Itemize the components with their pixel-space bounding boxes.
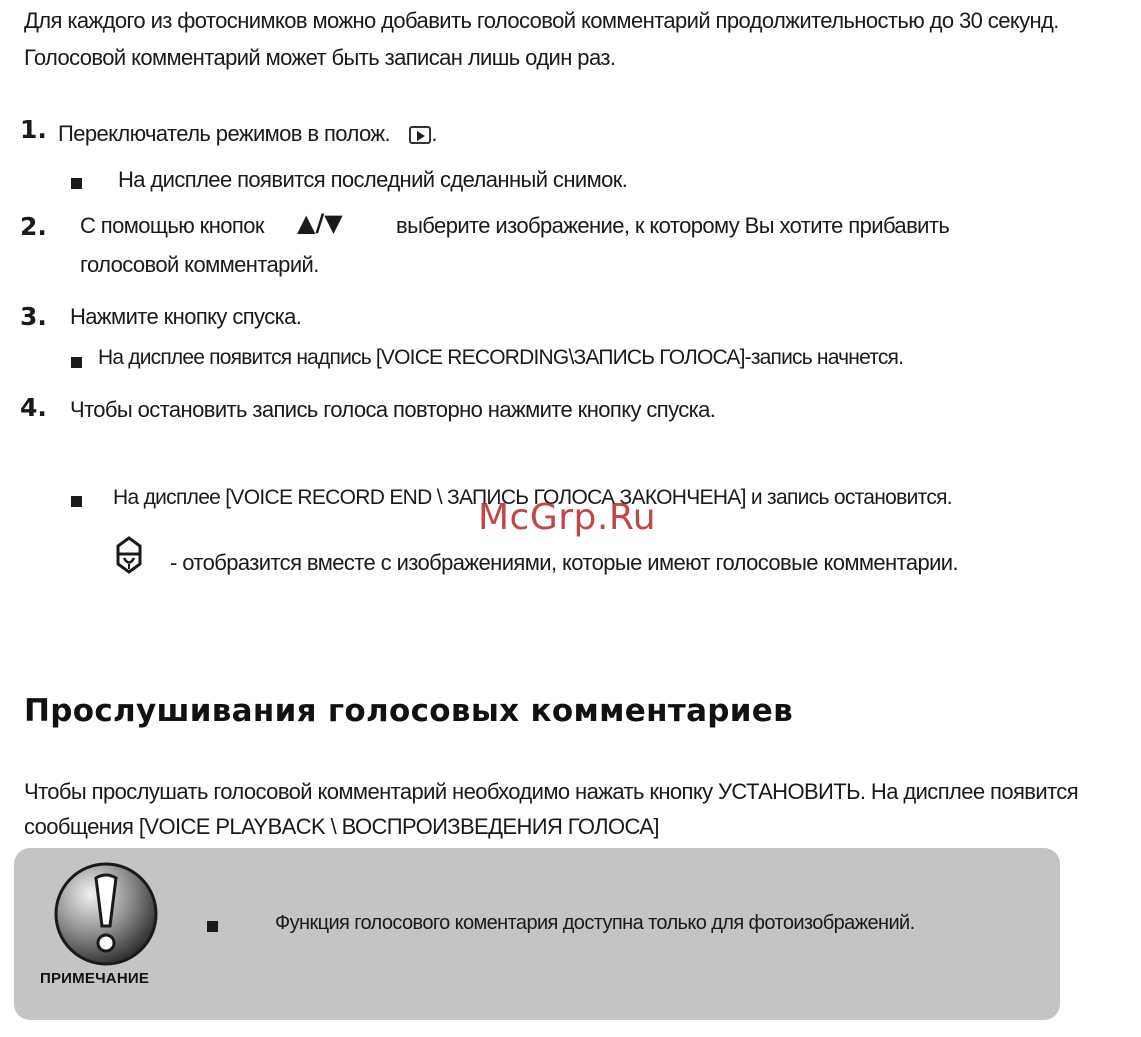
step-1-label: Переключатель режимов в полож.	[58, 121, 390, 146]
exclamation-note-icon	[50, 860, 162, 972]
bullet-square-icon	[207, 921, 218, 932]
up-down-arrows-icon: ▲/▼	[297, 209, 343, 237]
bullet-2-text: На дисплее появится надпись [VOICE RECORDING\ЗАПИСЬ ГОЛОСА]-запись начнется.	[98, 346, 904, 369]
bullet-3-text: На дисплее [VOICE RECORD END \ ЗАПИСЬ ГОЛОСА ЗАКОНЧЕНА] и запись остановится.	[113, 486, 952, 509]
play-mode-icon	[409, 126, 431, 144]
step-2-text-before: С помощью кнопок	[80, 213, 264, 238]
intro-line-1: Для каждого из фотоснимков можно добавить голосовой комментарий продолжительностью до 30 секунд.	[24, 8, 1059, 33]
step-1-period: .	[431, 121, 437, 146]
bullet-square-icon	[71, 178, 82, 189]
step-3-number: 3.	[20, 302, 47, 331]
bullet-square-icon	[71, 357, 82, 368]
step-3-text: Нажмите кнопку спуска.	[70, 304, 302, 329]
step-4-text: Чтобы остановить запись голоса повторно нажмите кнопку спуска.	[70, 397, 716, 422]
bullet-square-icon	[71, 496, 82, 507]
section-paragraph-line-1: Чтобы прослушать голосовой комментарий необходимо нажать кнопку УСТАНОВИТЬ. На дисплее появится	[24, 779, 1079, 804]
voice-memo-icon	[114, 534, 144, 574]
step-4-number: 4.	[20, 393, 47, 422]
step-2-number: 2.	[20, 212, 47, 241]
bullet-1-text: На дисплее появится последний сделанный снимок.	[118, 167, 628, 192]
section-heading: Прослушивания голосовых комментариев	[24, 693, 794, 729]
step-2-line-2: голосовой комментарий.	[80, 252, 319, 277]
step-2-text-after: выберите изображение, к которому Вы хотите прибавить	[396, 213, 950, 238]
step-1-number: 1.	[20, 115, 47, 144]
section-paragraph-line-2: сообщения [VOICE PLAYBACK \ ВОСПРОИЗВЕДЕНИЯ ГОЛОСА]	[24, 814, 659, 839]
intro-line-2: Голосовой комментарий может быть записан лишь один раз.	[24, 45, 616, 70]
note-text: Функция голосового коментария доступна только для фотоизображений.	[275, 912, 915, 934]
step-1-text	[58, 121, 437, 147]
note-label: ПРИМЕЧАНИЕ	[40, 970, 150, 987]
watermark: McGrp.Ru	[478, 497, 657, 538]
voice-icon-note: - отобразится вместе с изображениями, которые имеют голосовые комментарии.	[170, 550, 958, 575]
